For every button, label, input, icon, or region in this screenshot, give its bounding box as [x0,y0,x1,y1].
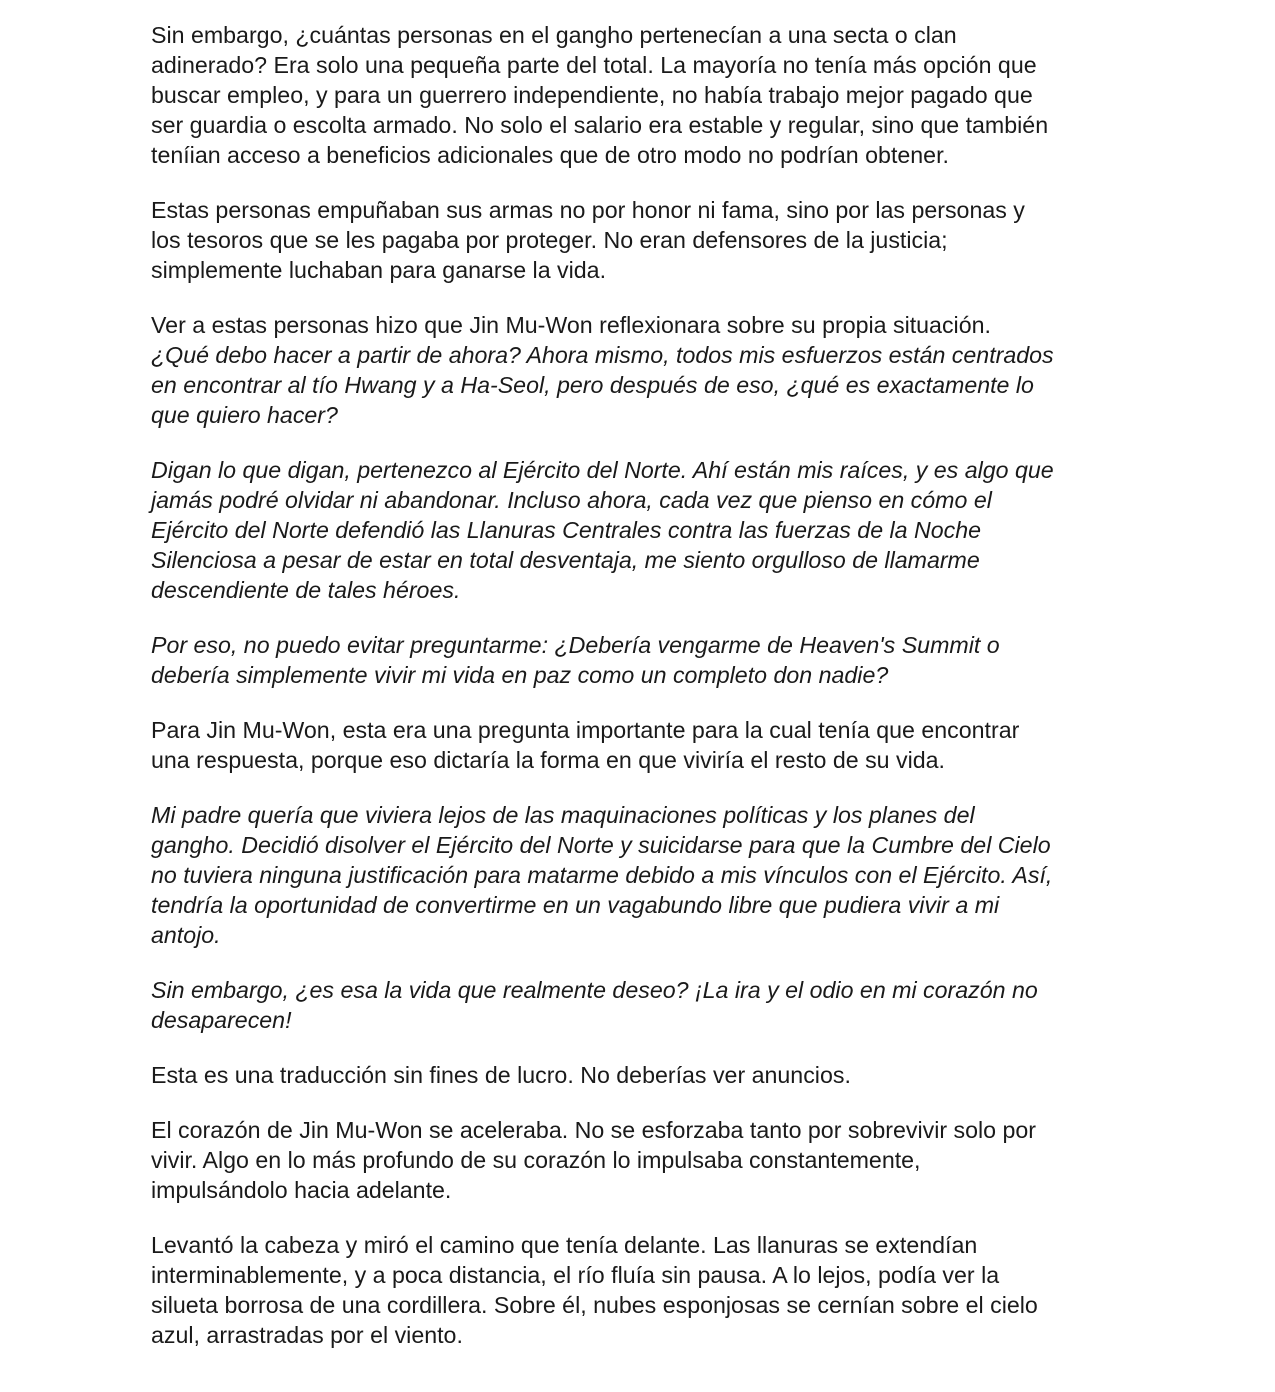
paragraph-4: Digan lo que digan, pertenezco al Ejército del Norte. Ahí están mis raíces, y es algo que jamás podré olvidar ni abandonar. Incluso ahora, cada vez que pienso en cómo el Ejército del Norte defendió las Llanuras Centrales contra las fuerzas de la Noche Silenciosa a pesar de estar en total desventaja, me siento orgulloso de llamarme descendiente de tales héroes. [151,457,1054,603]
paragraph-8: Sin embargo, ¿es esa la vida que realmente deseo? ¡La ira y el odio en mi corazón no desaparecen! [151,977,1038,1033]
paragraph-10: El corazón de Jin Mu-Won se aceleraba. No se esforzaba tanto por sobrevivir solo por vivir. Algo en lo más profundo de su corazón lo impulsaba constantemente, impulsándolo hacia adelante. [151,1117,1037,1203]
paragraph-3-narration: Ver a estas personas hizo que Jin Mu-Won reflexionara sobre su propia situación. [151,312,991,338]
paragraph-9: Esta es una traducción sin fines de lucro. No deberías ver anuncios. [151,1062,851,1088]
paragraph-11: Levantó la cabeza y miró el camino que tenía delante. Las llanuras se extendían interminablemente, y a poca distancia, el río fluía sin pausa. A lo lejos, podía ver la silueta borrosa de una cordillera. Sobre él, nubes esponjosas se cernían sobre el cielo azul, arrastradas por el viento. [151,1232,1038,1348]
paragraph-3-thought: ¿Qué debo hacer a partir de ahora? Ahora mismo, todos mis esfuerzos están centrados en encontrar al tío Hwang y a Ha-Seol, pero después de eso, ¿qué es exactamente lo que quiero hacer? [151,342,1054,428]
paragraph-7: Mi padre quería que viviera lejos de las maquinaciones políticas y los planes del gangho. Decidió disolver el Ejército del Norte y suicidarse para que la Cumbre del Cielo no tuviera ninguna justificación para matarme debido a mis vínculos con el Ejército. Así, tendría la oportunidad de convertirme en un vagabundo libre que pudiera vivir a mi antojo. [151,802,1053,948]
paragraph-1: Sin embargo, ¿cuántas personas en el gangho pertenecían a una secta o clan adinerado? Era solo una pequeña parte del total. La mayoría no tenía más opción que buscar empleo, y para un guerrero independiente, no había trabajo mejor pagado que ser guardia o escolta armado. No solo el salario era estable y regular, sino que también teníian acceso a beneficios adicionales que de otro modo no podrían obtener. [151,22,1049,168]
document-page [151,20,1136,1375]
paragraph-3 [151,310,1136,430]
paragraph-5: Por eso, no puedo evitar preguntarme: ¿Debería vengarme de Heaven's Summit o debería simplemente vivir mi vida en paz como un completo don nadie? [151,632,1000,688]
paragraph-2: Estas personas empuñaban sus armas no por honor ni fama, sino por las personas y los tesoros que se les pagaba por proteger. No eran defensores de la justicia; simplemente luchaban para ganarse la vida. [151,197,1025,283]
paragraph-6: Para Jin Mu-Won, esta era una pregunta importante para la cual tenía que encontrar una respuesta, porque eso dictaría la forma en que viviría el resto de su vida. [151,717,1020,773]
